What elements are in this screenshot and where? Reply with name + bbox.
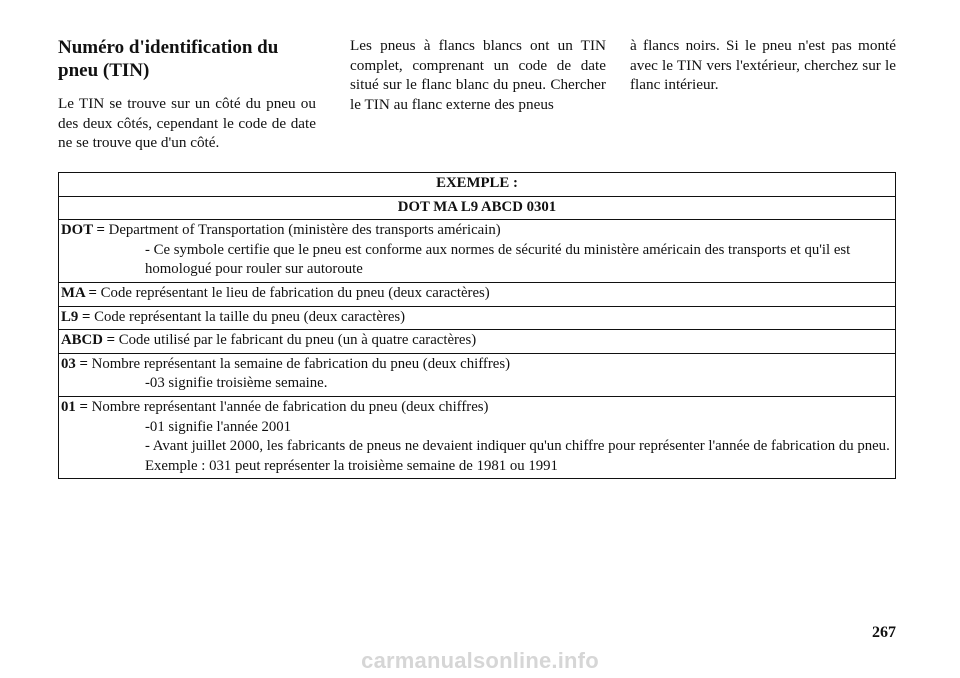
- table-example-row: [59, 196, 896, 220]
- row-code: ABCD =: [61, 332, 116, 349]
- row-note: -01 signifie l'année 2001: [145, 418, 292, 435]
- section-heading: Numéro d'identification du pneu (TIN): [58, 37, 279, 81]
- row-dot: [59, 220, 896, 283]
- table-row: [59, 282, 896, 306]
- column-right: [630, 36, 896, 95]
- tin-location-paragraph: Le TIN se trouve sur un côté du pneu ou des deux côtés, cependant le code de date ne se trouve que d'un côté.: [58, 95, 316, 152]
- row-text: Nombre représentant la semaine de fabrication du pneu (deux chiffres): [91, 355, 511, 372]
- row-text: Nombre représentant l'année de fabrication du pneu (deux chiffres): [91, 398, 489, 415]
- table-row: [59, 330, 896, 354]
- row-ma: [59, 282, 896, 306]
- table-row: [59, 353, 896, 396]
- row-text: Code représentant la taille du pneu (deux caractères): [94, 308, 406, 325]
- table-title: EXEMPLE :: [59, 173, 896, 197]
- row-abcd: [59, 330, 896, 354]
- row-text: Code représentant le lieu de fabrication du pneu (deux caractères): [100, 284, 490, 301]
- watermark-link[interactable]: carmanualsonline.info: [361, 648, 599, 673]
- table-title-row: [59, 173, 896, 197]
- table-row: [59, 306, 896, 330]
- column-middle: [350, 36, 606, 114]
- blackwall-paragraph: à flancs noirs. Si le pneu n'est pas monté avec le TIN vers l'extérieur, cherchez sur le flanc intérieur.: [630, 37, 896, 94]
- table-row: [59, 220, 896, 283]
- column-left: [58, 36, 316, 153]
- tin-example-table: [58, 172, 896, 479]
- example-code: DOT MA L9 ABCD 0301: [59, 196, 896, 220]
- row-code: 03 =: [61, 355, 88, 372]
- page-number: 267: [872, 624, 896, 641]
- row-text: Code utilisé par le fabricant du pneu (un à quatre caractères): [118, 332, 477, 349]
- row-code: MA =: [61, 284, 97, 301]
- row-code: DOT =: [61, 222, 105, 239]
- row-note: -03 signifie troisième semaine.: [145, 375, 328, 392]
- row-l9: [59, 306, 896, 330]
- row-note: - Ce symbole certifie que le pneu est conforme aux normes de sécurité du ministère américain des transports et qu'il est homologué pour rouler sur autoroute: [145, 241, 851, 278]
- row-code: L9 =: [61, 308, 91, 325]
- table-row: [59, 396, 896, 478]
- whitewall-paragraph: Les pneus à flancs blancs ont un TIN complet, comprenant un code de date situé sur le flanc blanc du pneu. Chercher le TIN au flanc externe des pneus: [350, 37, 606, 113]
- row-code: 01 =: [61, 398, 88, 415]
- row-note: - Avant juillet 2000, les fabricants de pneus ne devaient indiquer qu'un chiffre pour représenter l'année de fabrication du pneu. Exemple : 031 peut représenter la troisième semaine de 1981 ou 1991: [145, 438, 890, 474]
- row-week: [59, 353, 896, 396]
- row-text: Department of Transportation (ministère des transports américain): [108, 222, 501, 239]
- row-year: [59, 396, 896, 478]
